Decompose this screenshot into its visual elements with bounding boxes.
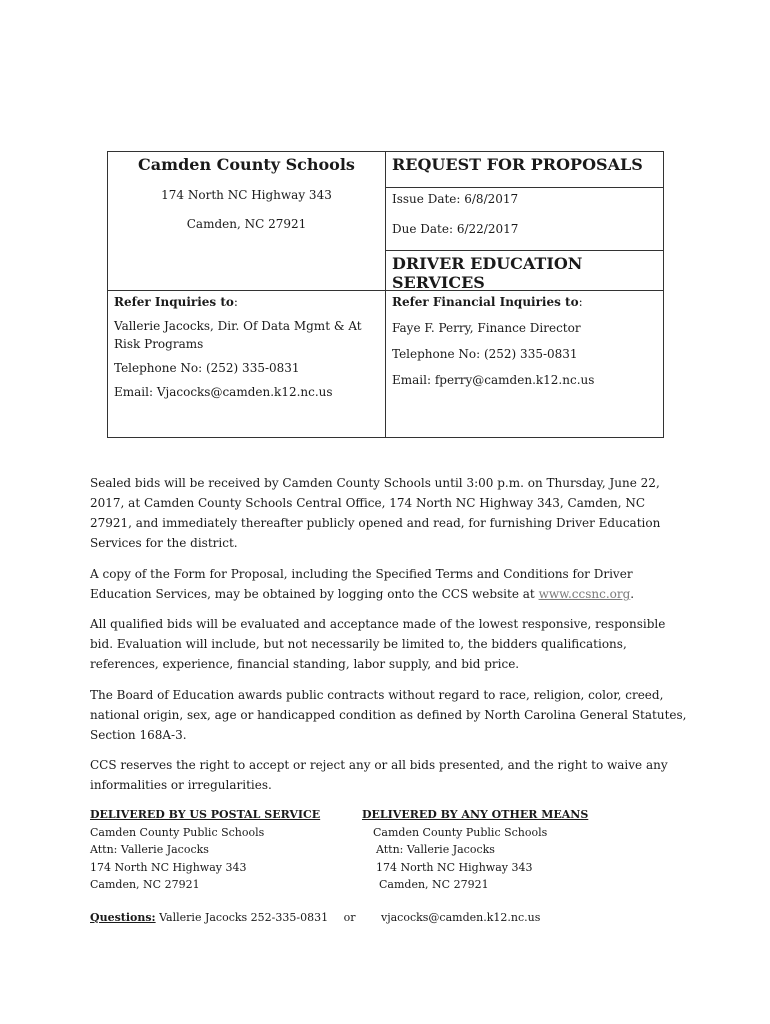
inquiries-label: Refer Inquiries to: [114, 295, 234, 309]
postal-line4: Camden, NC 27921: [90, 878, 200, 891]
inquiries-label-colon: :: [233, 295, 238, 309]
header-table: [107, 151, 664, 438]
postal-line2: Attn: Vallerie Jacocks: [90, 843, 209, 856]
financial-contact: Faye F. Perry, Finance Director: [392, 321, 581, 335]
postal-delivery-block: [90, 806, 320, 894]
paragraph-nondiscrimination: The Board of Education awards public contracts without regard to race, religion, color, creed, national origin, sex, age or handicapped condition as defined by North Carolina General Statutes, Section 168A-3.: [90, 688, 687, 742]
org-info-cell: [108, 152, 386, 291]
org-address-line2: Camden, NC 27921: [186, 217, 307, 231]
questions-email: vjacocks@camden.k12.nc.us: [380, 911, 541, 924]
questions-contact: Vallerie Jacocks 252-335-0831: [159, 911, 329, 924]
paragraph-form-copy: [90, 564, 690, 604]
inquiries-cell: [108, 291, 386, 438]
other-line2: Attn: Vallerie Jacocks: [376, 843, 495, 856]
other-line1: Camden County Public Schools: [373, 825, 548, 839]
paragraph-sealed-bids: Sealed bids will be received by Camden County Schools until 3:00 p.m. on Thursday, June 22, 2017, at Camden County Schools Central Office, 174 North NC Highway 343, Camden, NC 27921, and immediately thereafter publicly opened and read, for furnishing Driver Education Services for the district.: [90, 476, 661, 550]
inquiries-email: Email: Vjacocks@camden.k12.nc.us: [114, 385, 333, 399]
postal-delivery-heading: DELIVERED BY US POSTAL SERVICE: [90, 808, 321, 821]
postal-line1: Camden County Public Schools: [90, 825, 265, 839]
org-name: Camden County Schools: [138, 155, 355, 174]
other-line4: Camden, NC 27921: [379, 878, 489, 891]
paragraph-form-copy-text: A copy of the Form for Proposal, including the Specified Terms and Conditions for Driver Education Services, may be obtained by logging onto the CCS website at: [90, 567, 633, 601]
questions-label: Questions:: [90, 911, 156, 924]
rfp-title: REQUEST FOR PROPOSALS: [392, 155, 643, 174]
org-address-line1: 174 North NC Highway 343: [161, 188, 332, 202]
financial-email: Email: fperry@camden.k12.nc.us: [392, 373, 595, 387]
postal-line3: 174 North NC Highway 343: [90, 860, 247, 874]
financial-inquiries-label-colon: :: [578, 295, 583, 309]
due-date: Due Date: 6/22/2017: [392, 222, 519, 236]
service-title-cell: [386, 251, 664, 291]
financial-phone: Telephone No: (252) 335-0831: [392, 347, 578, 361]
other-delivery-heading: DELIVERED BY ANY OTHER MEANS: [362, 808, 589, 821]
rfp-title-cell: [386, 152, 664, 188]
paragraph-form-copy-end: .: [630, 587, 635, 601]
other-line3: 174 North NC Highway 343: [376, 860, 533, 874]
questions-or: or: [343, 911, 356, 924]
paragraph-reserve-rights: CCS reserves the right to accept or reject any or all bids presented, and the right to waive any informalities or irregularities.: [90, 758, 668, 792]
ccs-website-link[interactable]: www.ccsnc.org: [538, 587, 631, 601]
other-delivery-block: [362, 806, 588, 894]
questions-line: [90, 911, 540, 924]
financial-inquiries-label: Refer Financial Inquiries to: [392, 295, 579, 309]
service-title: DRIVER EDUCATION SERVICES: [392, 254, 583, 292]
paragraph-evaluation: All qualified bids will be evaluated and acceptance made of the lowest responsive, responsible bid. Evaluation will include, but not necessarily be limited to, the bidders qualifications, references, experience, financial standing, labor supply, and bid price.: [90, 617, 666, 671]
financial-inquiries-cell: [386, 291, 664, 438]
inquiries-contact: Vallerie Jacocks, Dir. Of Data Mgmt & At Risk Programs: [114, 319, 362, 351]
issue-date: Issue Date: 6/8/2017: [392, 192, 519, 206]
dates-cell: [386, 188, 664, 251]
inquiries-phone: Telephone No: (252) 335-0831: [114, 361, 300, 375]
